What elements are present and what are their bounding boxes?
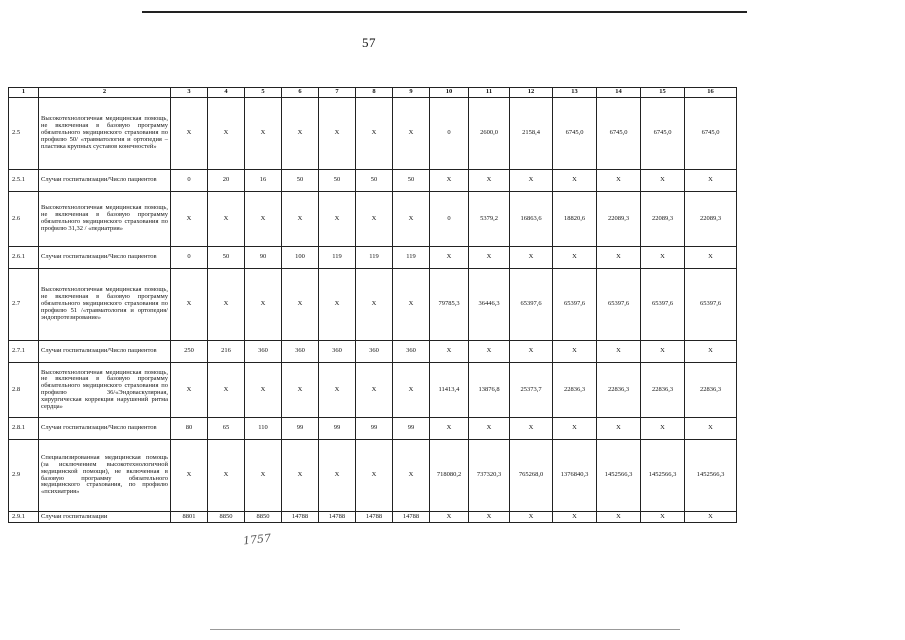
table-cell: 360	[319, 341, 356, 363]
table-cell: 5379,2	[469, 192, 510, 247]
table-cell: X	[319, 192, 356, 247]
table-cell: 360	[393, 341, 430, 363]
table-cell: X	[641, 170, 685, 192]
row-description: Специализированная медицинская помощь (за исключением высокотехнологичной медицинской помощи), не включенная в базовую программу обязательного медицинского страхования, по профилю «психиатрия»	[39, 440, 171, 512]
table-cell: X	[282, 440, 319, 512]
table-cell: X	[597, 170, 641, 192]
table-cell: 6745,0	[641, 98, 685, 170]
table-cell: 16	[245, 170, 282, 192]
table-cell: X	[553, 418, 597, 440]
row-description: Высокотехнологичная медицинская помощь, не включенная в базовую программу обязательного медицинского страхования по профилю 36/«Эндоваскулярная, хирургическая коррекция нарушений ритма сердца»	[39, 363, 171, 418]
table-cell: 0	[171, 170, 208, 192]
row-number: 2.6.1	[9, 247, 39, 269]
table-cell: X	[282, 98, 319, 170]
table-cell: 119	[393, 247, 430, 269]
table-cell: X	[469, 170, 510, 192]
column-header: 16	[685, 88, 737, 98]
table-cell: 99	[319, 418, 356, 440]
table-cell: 765268,0	[510, 440, 553, 512]
table-cell: 8850	[245, 512, 282, 523]
table-cell: X	[245, 363, 282, 418]
table-cell: X	[469, 247, 510, 269]
table-cell: X	[245, 98, 282, 170]
table-cell: 99	[356, 418, 393, 440]
table-cell: X	[510, 170, 553, 192]
table-cell: X	[685, 170, 737, 192]
row-description: Случаи госпитализации/Число пациентов	[39, 341, 171, 363]
table-cell: 50	[393, 170, 430, 192]
table-cell: X	[430, 418, 469, 440]
table-cell: 2158,4	[510, 98, 553, 170]
table-cell: 119	[319, 247, 356, 269]
table-cell: X	[469, 341, 510, 363]
table-cell: X	[356, 192, 393, 247]
table-row	[9, 512, 737, 523]
table-cell: X	[641, 247, 685, 269]
row-number: 2.8.1	[9, 418, 39, 440]
table-cell: 65397,6	[510, 269, 553, 341]
table-cell: 0	[430, 192, 469, 247]
table-header-row	[9, 88, 737, 98]
table-row	[9, 440, 737, 512]
table-cell: 360	[245, 341, 282, 363]
row-description: Высокотехнологичная медицинская помощь, не включенная в базовую программу обязательного медицинского страхования по профилю 51 /«травматология и ортопедия/эндопротезирование»	[39, 269, 171, 341]
table-cell: X	[171, 98, 208, 170]
table-cell: X	[430, 341, 469, 363]
top-rule	[142, 11, 747, 13]
column-header: 15	[641, 88, 685, 98]
table-cell: X	[356, 363, 393, 418]
table-row	[9, 418, 737, 440]
page-number: 57	[362, 35, 376, 50]
table-cell: X	[208, 98, 245, 170]
table-cell: 2600,0	[469, 98, 510, 170]
table-cell: 22089,3	[597, 192, 641, 247]
table-cell: X	[282, 269, 319, 341]
table-cell: 65397,6	[685, 269, 737, 341]
table-cell: 16863,6	[510, 192, 553, 247]
table-cell: X	[319, 269, 356, 341]
table-cell: X	[553, 512, 597, 523]
table-cell: X	[510, 341, 553, 363]
table-row	[9, 192, 737, 247]
table-cell: X	[469, 512, 510, 523]
table-cell: X	[553, 170, 597, 192]
table-cell: 99	[282, 418, 319, 440]
table-cell: X	[641, 341, 685, 363]
table-cell: X	[171, 440, 208, 512]
table-cell: 216	[208, 341, 245, 363]
table-cell: 36446,3	[469, 269, 510, 341]
table-cell: X	[208, 192, 245, 247]
table-cell: 14788	[282, 512, 319, 523]
row-description: Случаи госпитализации	[39, 512, 171, 523]
table-cell: X	[597, 418, 641, 440]
table-cell: 22836,3	[597, 363, 641, 418]
table-cell: X	[282, 192, 319, 247]
table-cell: X	[553, 247, 597, 269]
handwritten-note: 1757	[242, 531, 272, 548]
table-cell: X	[597, 512, 641, 523]
table-cell: 14788	[393, 512, 430, 523]
table-cell: X	[171, 269, 208, 341]
table-cell: X	[208, 363, 245, 418]
table-cell: X	[430, 247, 469, 269]
column-header: 3	[171, 88, 208, 98]
table-cell: 6745,0	[685, 98, 737, 170]
table-cell: X	[393, 192, 430, 247]
table-cell: 22089,3	[685, 192, 737, 247]
column-header: 1	[9, 88, 39, 98]
table-cell: X	[393, 98, 430, 170]
table-cell: 14788	[319, 512, 356, 523]
table-cell: 18820,6	[553, 192, 597, 247]
table-row	[9, 170, 737, 192]
table-cell: 65397,6	[553, 269, 597, 341]
table-cell: 11413,4	[430, 363, 469, 418]
table-cell: 50	[208, 247, 245, 269]
table-cell: 65	[208, 418, 245, 440]
table-cell: X	[685, 418, 737, 440]
table-cell: X	[245, 269, 282, 341]
table-cell: X	[510, 418, 553, 440]
table-cell: 14788	[356, 512, 393, 523]
column-header: 12	[510, 88, 553, 98]
column-header: 5	[245, 88, 282, 98]
column-header: 7	[319, 88, 356, 98]
table-cell: 0	[171, 247, 208, 269]
column-header: 4	[208, 88, 245, 98]
bottom-rule	[210, 629, 680, 630]
table-cell: 737320,3	[469, 440, 510, 512]
table-cell: 22836,3	[641, 363, 685, 418]
row-description: Высокотехнологичная медицинская помощь, не включенная в базовую программу обязательного медицинского страхования по профилю 31,32 / «педиатрия»	[39, 192, 171, 247]
table-cell: X	[597, 341, 641, 363]
table-cell: X	[685, 512, 737, 523]
table-row	[9, 269, 737, 341]
table-cell: 80	[171, 418, 208, 440]
row-number: 2.5	[9, 98, 39, 170]
table-cell: X	[553, 341, 597, 363]
row-number: 2.6	[9, 192, 39, 247]
table-cell: X	[393, 440, 430, 512]
table-cell: X	[393, 363, 430, 418]
table-cell: 360	[356, 341, 393, 363]
table-cell: 0	[430, 98, 469, 170]
table-cell: X	[319, 98, 356, 170]
table-cell: X	[510, 512, 553, 523]
table-cell: 8850	[208, 512, 245, 523]
table-cell: X	[171, 192, 208, 247]
table-cell: X	[641, 512, 685, 523]
table-cell: 250	[171, 341, 208, 363]
table-body	[9, 98, 737, 523]
table-cell: 99	[393, 418, 430, 440]
table-cell: X	[356, 269, 393, 341]
table-cell: X	[469, 418, 510, 440]
table-row	[9, 341, 737, 363]
table-cell: X	[356, 440, 393, 512]
table-cell: X	[208, 269, 245, 341]
row-number: 2.5.1	[9, 170, 39, 192]
table-row	[9, 98, 737, 170]
table-cell: X	[597, 247, 641, 269]
row-number: 2.9.1	[9, 512, 39, 523]
table-cell: X	[208, 440, 245, 512]
column-header: 9	[393, 88, 430, 98]
table-cell: X	[393, 269, 430, 341]
table-cell: 110	[245, 418, 282, 440]
table-cell: 65397,6	[641, 269, 685, 341]
row-description: Случаи госпитализации/Число пациентов	[39, 418, 171, 440]
table-cell: 360	[282, 341, 319, 363]
table-cell: 90	[245, 247, 282, 269]
table-cell: 22089,3	[641, 192, 685, 247]
table-cell: X	[245, 192, 282, 247]
column-header: 2	[39, 88, 171, 98]
row-number: 2.7	[9, 269, 39, 341]
data-table	[8, 87, 737, 523]
table-cell: 79785,3	[430, 269, 469, 341]
table-cell: 22836,3	[553, 363, 597, 418]
table-row	[9, 363, 737, 418]
table-cell: 8801	[171, 512, 208, 523]
row-number: 2.9	[9, 440, 39, 512]
table-cell: 6745,0	[597, 98, 641, 170]
table-cell: 119	[356, 247, 393, 269]
data-table-container	[8, 87, 736, 523]
row-description: Высокотехнологичная медицинская помощь, не включенная в базовую программу обязательного медицинского страхования по профилю 50/ «травматология и ортопедия – пластика крупных суставов конечностей»	[39, 98, 171, 170]
table-cell: 1452566,3	[597, 440, 641, 512]
row-description: Случаи госпитализации/Число пациентов	[39, 247, 171, 269]
table-cell: 1452566,3	[685, 440, 737, 512]
table-cell: 13876,8	[469, 363, 510, 418]
table-cell: X	[356, 98, 393, 170]
table-cell: 1376840,3	[553, 440, 597, 512]
table-cell: 6745,0	[553, 98, 597, 170]
column-header: 8	[356, 88, 393, 98]
table-cell: X	[171, 363, 208, 418]
table-cell: 20	[208, 170, 245, 192]
column-header: 6	[282, 88, 319, 98]
table-cell: 50	[282, 170, 319, 192]
column-header: 11	[469, 88, 510, 98]
table-cell: 1452566,3	[641, 440, 685, 512]
table-cell: X	[430, 170, 469, 192]
table-cell: 22836,3	[685, 363, 737, 418]
table-cell: 100	[282, 247, 319, 269]
table-cell: X	[319, 363, 356, 418]
column-header: 13	[553, 88, 597, 98]
row-description: Случаи госпитализации/Число пациентов	[39, 170, 171, 192]
table-cell: X	[641, 418, 685, 440]
row-number: 2.7.1	[9, 341, 39, 363]
table-cell: 25373,7	[510, 363, 553, 418]
table-cell: X	[510, 247, 553, 269]
table-cell: 50	[319, 170, 356, 192]
table-row	[9, 247, 737, 269]
table-cell: 50	[356, 170, 393, 192]
table-cell: X	[282, 363, 319, 418]
column-header: 10	[430, 88, 469, 98]
table-cell: 65397,6	[597, 269, 641, 341]
row-number: 2.8	[9, 363, 39, 418]
table-cell: X	[685, 247, 737, 269]
table-cell: X	[685, 341, 737, 363]
table-cell: X	[245, 440, 282, 512]
table-cell: X	[430, 512, 469, 523]
table-cell: 718080,2	[430, 440, 469, 512]
column-header: 14	[597, 88, 641, 98]
table-cell: X	[319, 440, 356, 512]
